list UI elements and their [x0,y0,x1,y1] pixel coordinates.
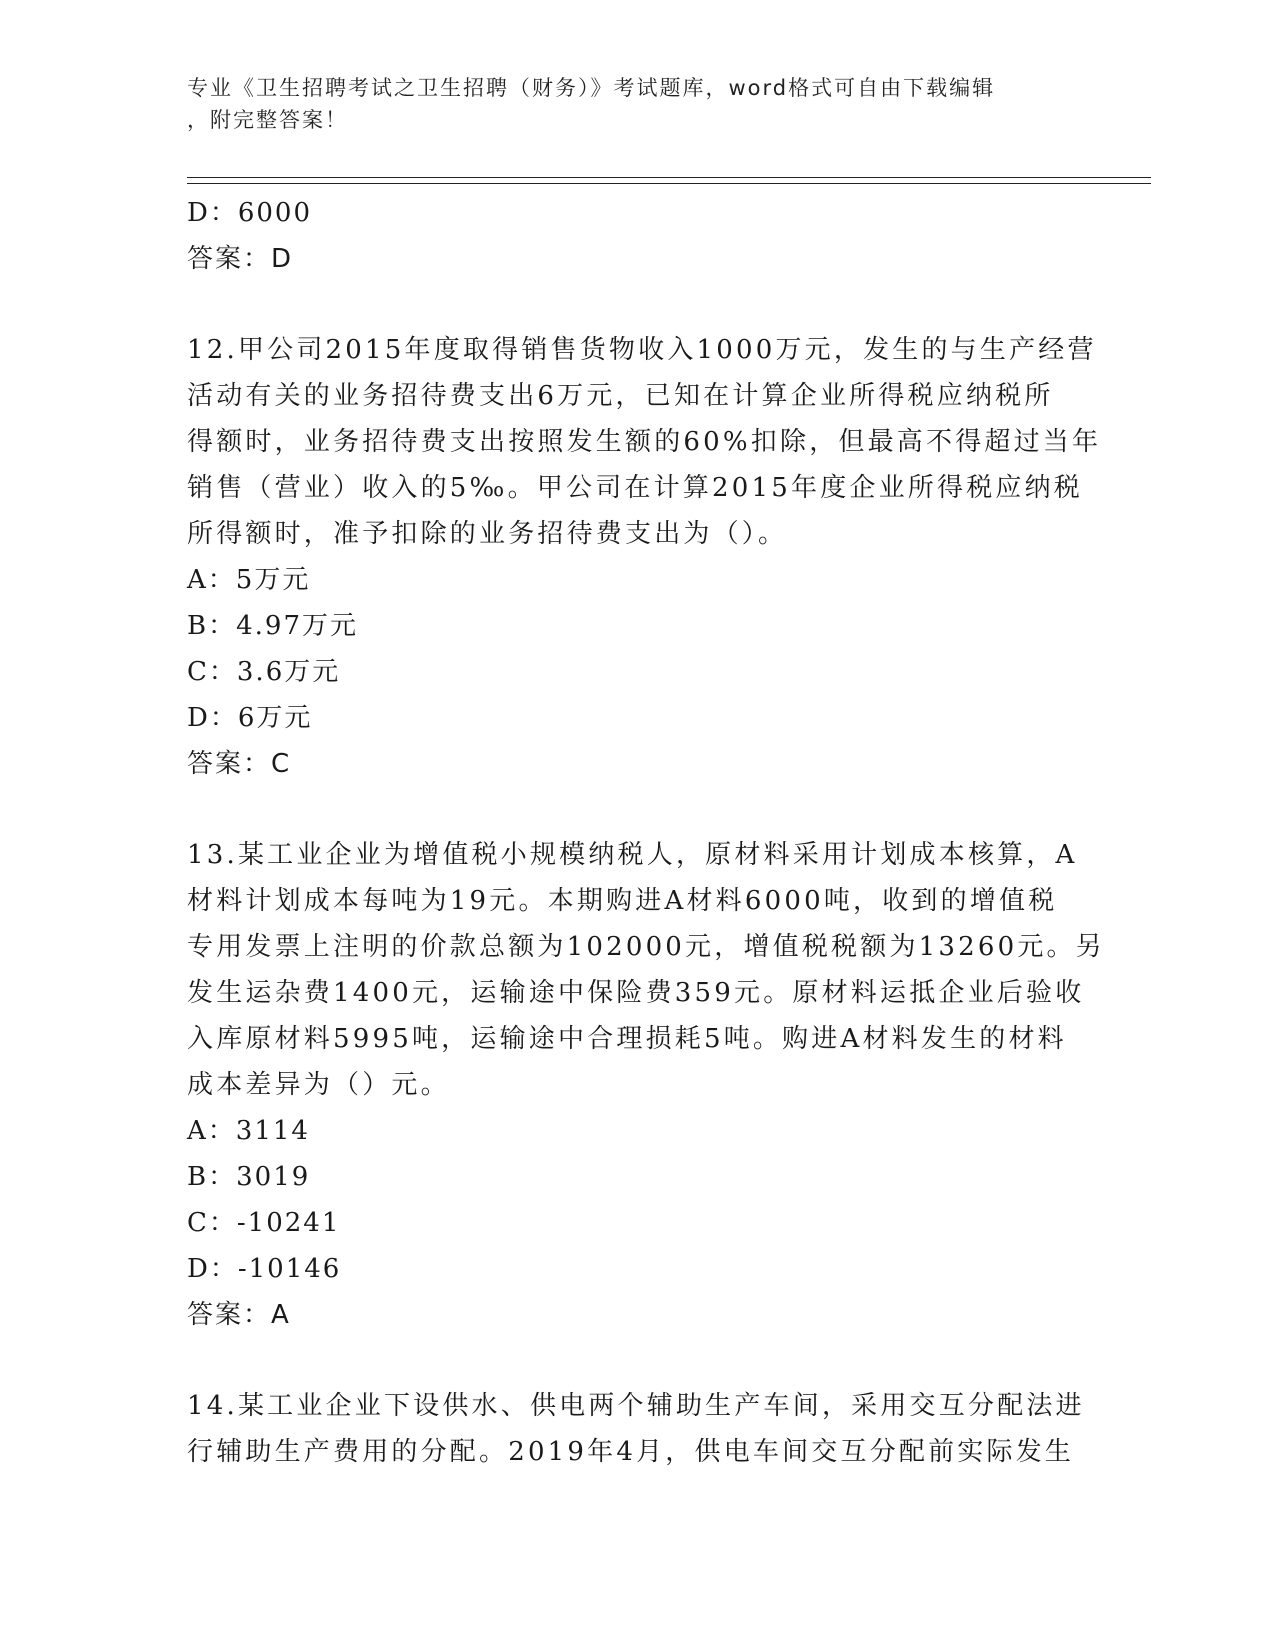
stem-line: 13.某工业企业为增值税小规模纳税人，原材料采用计划成本核算，A [187,840,1078,870]
question-stem [187,832,1105,1108]
stem-line: 行辅助生产费用的分配。2019年4月，供电车间交互分配前实际发生 [187,1437,1075,1467]
option-a: A：5万元 [187,565,311,595]
header-rule-bottom [187,183,1151,184]
stem-line: 12.甲公司2015年度取得销售货物收入1000万元，发生的与生产经营 [187,335,1097,365]
stem-line: 发生运杂费1400元，运输途中保险费359元。原材料运抵企业后验收 [187,978,1085,1008]
stem-line: 专用发票上注明的价款总额为102000元，增值税税额为13260元。另 [187,932,1105,962]
question-stem [187,1383,1087,1475]
header-rule-top [187,177,1151,178]
option-b: B：4.97万元 [187,611,358,641]
stem-line: 材料计划成本每吨为19元。本期购进A材料6000吨，收到的增值税 [187,886,1058,916]
answer-line: 答案：C [187,749,292,779]
option-d: D：6000 [187,198,313,228]
option-c: C：-10241 [187,1208,341,1238]
stem-line: 所得额时，准予扣除的业务招待费支出为（）。 [187,519,788,549]
header-line-1: 专业《卫生招聘考试之卫生招聘（财务）》考试题库，word格式可自由下载编辑 [187,76,996,100]
document-header [187,72,1087,136]
stem-line: 成本差异为（）元。 [187,1070,450,1100]
option-d: D：6万元 [187,703,313,733]
option-d: D：-10146 [187,1254,342,1284]
answer-line: 答案：A [187,1300,291,1330]
stem-line: 活动有关的业务招待费支出6万元，已知在计算企业所得税应纳税所 [187,381,1054,411]
stem-line: 销售（营业）收入的5‰。甲公司在计算2015年度企业所得税应纳税 [187,473,1083,503]
stem-line: 得额时，业务招待费支出按照发生额的60%扣除，但最高不得超过当年 [187,427,1102,457]
document-body [187,190,1105,1475]
previous-question-tail [187,190,1087,282]
stem-line: 14.某工业企业下设供水、供电两个辅助生产车间，采用交互分配法进 [187,1391,1085,1421]
stem-line: 入库原材料5995吨，运输途中合理损耗5吨。购进A材料发生的材料 [187,1024,1067,1054]
option-b: B：3019 [187,1162,311,1192]
answer-line: 答案：D [187,244,294,274]
question-13 [187,832,1105,1338]
header-line-2: ，附完整答案！ [187,108,348,132]
option-a: A：3114 [187,1116,310,1146]
question-stem [187,327,1102,557]
question-14 [187,1383,1087,1475]
option-c: C：3.6万元 [187,657,341,687]
question-12 [187,327,1102,787]
